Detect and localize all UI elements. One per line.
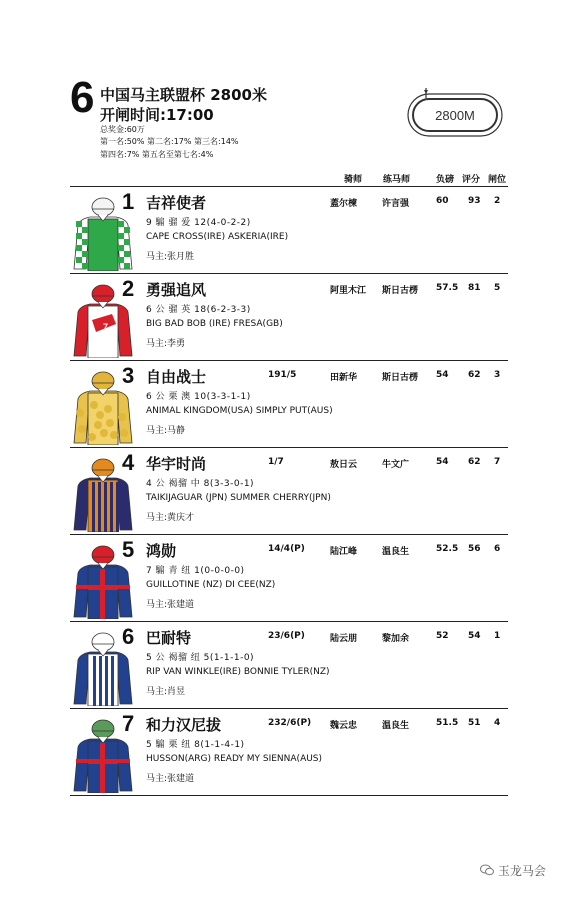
horse-pedigree: TAIKIJAGUAR (JPN) SUMMER CHERRY(JPN)	[146, 493, 331, 503]
horse-rating: 56	[468, 544, 481, 554]
horse-rating: 81	[468, 283, 481, 293]
brand-logo	[480, 862, 546, 879]
horse-number: 7	[122, 711, 135, 736]
barrier-draw: 2	[494, 196, 501, 206]
carried-weight: 52	[436, 631, 449, 641]
trainer-name: 温良生	[382, 547, 410, 557]
trainer-name: 许言强	[382, 199, 410, 209]
horse-owner: 马主:张月胜	[146, 252, 195, 262]
barrier-draw: 7	[494, 457, 501, 467]
header-barrier: 闸位	[488, 175, 507, 185]
barrier-draw: 5	[494, 283, 501, 293]
carried-weight: 57.5	[436, 283, 459, 293]
barrier-draw: 3	[494, 370, 501, 380]
horse-profile: 5 公 褐骝 纽 5(1-1-1-0)	[146, 653, 255, 663]
horse-rating: 93	[468, 196, 481, 206]
horse-number: 5	[122, 537, 135, 562]
svg-text:7: 7	[103, 322, 109, 332]
runner-row	[70, 709, 510, 795]
horse-profile: 4 公 褐骝 中 8(3-3-0-1)	[146, 479, 255, 489]
horse-profile: 6 公 骝 英 18(6-2-3-3)	[146, 305, 251, 315]
horse-name: 自由战士	[146, 368, 207, 386]
track-distance-label: 2800M	[435, 108, 475, 123]
horse-owner: 马主:李勇	[146, 339, 186, 349]
trainer-name: 牛文广	[382, 460, 410, 470]
brand-name: 玉龙马会	[497, 864, 546, 878]
prize-split-top3: 第一名:50% 第二名:17% 第三名:14%	[100, 137, 239, 146]
barrier-draw: 4	[494, 718, 501, 728]
track-diagram	[398, 86, 508, 146]
runner-row	[70, 187, 510, 273]
horse-profile: 9 騸 骝 爱 12(4-0-2-2)	[146, 218, 251, 228]
horse-pedigree: CAPE CROSS(IRE) ASKERIA(IRE)	[146, 232, 289, 242]
horse-pedigree: HUSSON(ARG) READY MY SIENNA(AUS)	[146, 754, 323, 764]
barrier-draw: 6	[494, 544, 501, 554]
wechat-icon	[480, 864, 498, 878]
horse-name: 鸿勋	[146, 542, 177, 560]
runner-row	[70, 274, 510, 360]
horse-owner: 马主:马静	[146, 426, 186, 436]
barrier-draw: 1	[494, 631, 501, 641]
horse-odds: 232/6(P)	[268, 718, 312, 728]
carried-weight: 54	[436, 457, 449, 467]
horse-number: 6	[122, 624, 135, 649]
header-rating: 评分	[462, 175, 481, 185]
horse-name: 吉祥使者	[146, 194, 207, 212]
horse-number: 2	[122, 276, 135, 301]
race-start-time: 开闸时间:17:00	[100, 106, 214, 124]
trainer-name: 斯日古楞	[382, 373, 419, 383]
horse-profile: 6 公 栗 澳 10(3-3-1-1)	[146, 392, 251, 402]
race-number: 6	[70, 73, 95, 122]
trainer-name: 斯日古楞	[382, 286, 419, 296]
race-title: 中国马主联盟杯 2800米	[100, 86, 267, 104]
horse-owner: 马主:张建道	[146, 774, 195, 784]
horse-rating: 62	[468, 457, 481, 467]
carried-weight: 54	[436, 370, 449, 380]
horse-odds: 14/4(P)	[268, 544, 305, 554]
jockey-name: 敖日云	[330, 460, 358, 470]
horse-pedigree: BIG BAD BOB (IRE) FRESA(GB)	[146, 319, 283, 329]
horse-number: 3	[122, 363, 135, 388]
jockey-name: 田新华	[330, 373, 358, 383]
horse-pedigree: RIP VAN WINKLE(IRE) BONNIE TYLER(NZ)	[146, 667, 330, 677]
runner-row	[70, 361, 510, 447]
jockey-name: 阿里木江	[330, 286, 367, 296]
horse-rating: 54	[468, 631, 481, 641]
horse-rating: 51	[468, 718, 481, 728]
horse-number: 1	[122, 189, 135, 214]
horse-pedigree: GUILLOTINE (NZ) DI CEE(NZ)	[146, 580, 276, 590]
trainer-name: 黎加余	[382, 634, 410, 644]
trainer-name: 温良生	[382, 721, 410, 731]
jockey-name: 陆云朋	[330, 634, 358, 644]
horse-owner: 马主:肖昱	[146, 687, 186, 697]
carried-weight: 60	[436, 196, 449, 206]
horse-name: 华宇时尚	[146, 455, 207, 473]
horse-rating: 62	[468, 370, 481, 380]
header-trainer: 练马师	[383, 175, 411, 185]
runner-row	[70, 535, 510, 621]
horse-name: 和力汉尼拔	[146, 716, 222, 734]
horse-name: 勇强追风	[146, 281, 207, 299]
horse-odds: 1/7	[268, 457, 284, 467]
total-prize: 总奖金:60万	[100, 125, 145, 134]
horse-owner: 马主:黄庆才	[146, 513, 195, 523]
runner-row	[70, 622, 510, 708]
header-weight: 负磅	[436, 175, 455, 185]
jockey-name: 魏云忠	[330, 721, 358, 731]
horse-profile: 5 騸 栗 纽 8(1-1-4-1)	[146, 740, 245, 750]
horse-profile: 7 騸 青 纽 1(0-0-0-0)	[146, 566, 245, 576]
runner-row	[70, 448, 510, 534]
horse-number: 4	[122, 450, 135, 475]
horse-owner: 马主:张建道	[146, 600, 195, 610]
jockey-name: 陆江峰	[330, 547, 358, 557]
header-jockey: 骑师	[344, 175, 363, 185]
horse-name: 巴耐特	[146, 629, 192, 647]
carried-weight: 52.5	[436, 544, 459, 554]
carried-weight: 51.5	[436, 718, 459, 728]
horse-odds: 191/5	[268, 370, 297, 380]
jockey-name: 蓋尔楝	[330, 199, 358, 209]
horse-pedigree: ANIMAL KINGDOM(USA) SIMPLY PUT(AUS)	[146, 406, 333, 416]
horse-odds: 23/6(P)	[268, 631, 305, 641]
row-divider	[70, 795, 508, 796]
prize-split-rest: 第四名:7% 第五名至第七名:4%	[100, 150, 214, 159]
